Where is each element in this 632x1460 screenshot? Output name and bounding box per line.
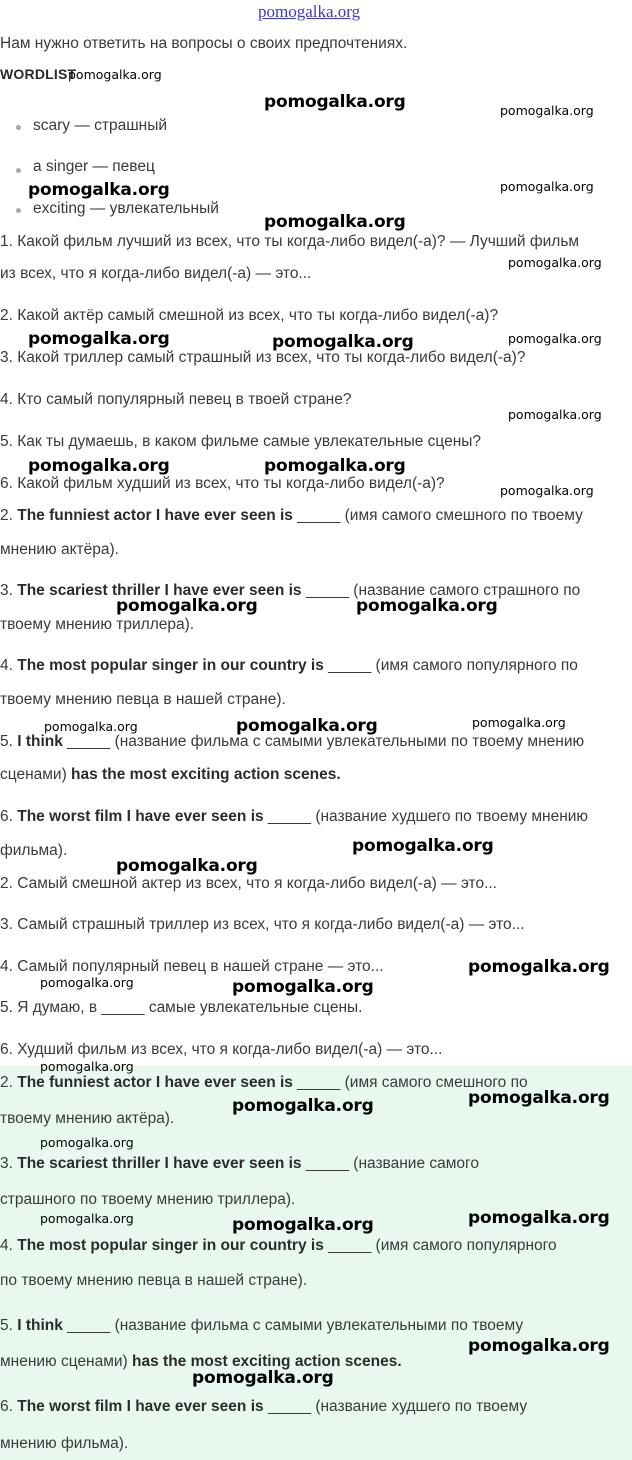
watermark: pomogalka.org	[232, 1215, 374, 1235]
translation-3: 3. Самый страшный триллер из всех, что я когда-либо видел(-а) — это...	[0, 916, 525, 933]
watermark: pomogalka.org	[232, 977, 374, 997]
watermark: pomogalka.org	[500, 483, 594, 498]
watermark: pomogalka.org	[472, 715, 566, 730]
answer-5-line-2: мнению сценами) has the most exciting action scenes.	[0, 1353, 402, 1370]
translation-5: 5. Я думаю, в _____ самые увлекательные сцены.	[0, 999, 363, 1016]
bullet-icon	[16, 125, 21, 130]
wordlist-item: exciting — увлекательный	[33, 200, 219, 217]
watermark: pomogalka.org	[508, 255, 602, 270]
watermark: pomogalka.org	[468, 1208, 610, 1228]
translation-4: 4. Самый популярный певец в нашей стране — это...	[0, 958, 384, 975]
watermark: pomogalka.org	[116, 596, 258, 616]
wordlist-heading: WORDLIST	[0, 66, 77, 82]
answer-3-line-2: твоему мнению триллера).	[0, 616, 195, 633]
watermark: pomogalka.org	[28, 456, 170, 476]
bullet-icon	[16, 208, 21, 213]
question-3: 3. Какой триллер самый страшный из всех, что ты когда-либо видел(-а)?	[0, 349, 526, 366]
watermark: pomogalka.org	[68, 67, 162, 82]
site-link[interactable]: pomogalka.org	[258, 2, 361, 21]
watermark: pomogalka.org	[40, 1059, 134, 1074]
watermark: pomogalka.org	[40, 1211, 134, 1226]
answer-6-line-2: мнению фильма).	[0, 1435, 129, 1452]
watermark: pomogalka.org	[272, 332, 414, 352]
answer-5-line-2: сценами) has the most exciting action scenes.	[0, 766, 341, 783]
answer-2-line-1: 2. The funniest actor I have ever seen is _____ (имя самого смешного по твоему	[0, 507, 583, 524]
answer-5-line-1: 5. I think _____ (название фильма с самыми увлекательными по твоему мнению	[0, 733, 585, 750]
watermark: pomogalka.org	[28, 180, 170, 200]
answer-6-line-2: фильма).	[0, 842, 68, 859]
watermark: pomogalka.org	[508, 331, 602, 346]
bullet-icon	[16, 168, 21, 173]
answer-4-line-1: 4. The most popular singer in our country is _____ (имя самого популярного по	[0, 657, 578, 674]
question-4: 4. Кто самый популярный певец в твоей стране?	[0, 391, 352, 408]
watermark: pomogalka.org	[232, 1096, 374, 1116]
answer-6-line-1: 6. The worst film I have ever seen is _____ (название худшего по твоему	[0, 1398, 528, 1415]
question-1-line-1: 1. Какой фильм лучший из всех, что ты когда-либо видел(-а)? — Лучший фильм	[0, 233, 580, 250]
translation-2: 2. Самый смешной актер из всех, что я когда-либо видел(-а) — это...	[0, 875, 497, 892]
question-1-line-2: из всех, что я когда-либо видел(-а) — это...	[0, 265, 312, 282]
answer-3-line-1: 3. The scariest thriller I have ever seen is _____ (название самого страшного по	[0, 582, 581, 599]
watermark: pomogalka.org	[500, 179, 594, 194]
watermark: pomogalka.org	[28, 329, 170, 349]
answer-3-line-1: 3. The scariest thriller I have ever seen is _____ (название самого	[0, 1155, 479, 1172]
intro-text: Нам нужно ответить на вопросы о своих предпочтениях.	[0, 35, 408, 52]
watermark: pomogalka.org	[508, 407, 602, 422]
wordlist-item: scary — страшный	[33, 117, 168, 134]
translation-6: 6. Худший фильм из всех, что я когда-либо видел(-а) — это...	[0, 1041, 443, 1058]
watermark: pomogalka.org	[40, 1135, 134, 1150]
question-5: 5. Как ты думаешь, в каком фильме самые увлекательные сцены?	[0, 433, 482, 450]
answer-3-line-2: страшного по твоему мнению триллера).	[0, 1191, 296, 1208]
answer-4-line-2: по твоему мнению певца в нашей стране).	[0, 1272, 308, 1289]
answer-2-line-2: мнению актёра).	[0, 541, 119, 558]
answer-5-line-1: 5. I think _____ (название фильма с самыми увлекательными по твоему	[0, 1317, 524, 1334]
watermark: pomogalka.org	[264, 92, 406, 112]
watermark: pomogalka.org	[356, 596, 498, 616]
answer-2-line-1: 2. The funniest actor I have ever seen is _____ (имя самого смешного по	[0, 1074, 528, 1091]
watermark: pomogalka.org	[468, 1088, 610, 1108]
wordlist-item: a singer — певец	[33, 158, 155, 175]
watermark: pomogalka.org	[468, 957, 610, 977]
answer-4-line-2: твоему мнению певца в нашей стране).	[0, 691, 286, 708]
answer-6-line-1: 6. The worst film I have ever seen is _____ (название худшего по твоему мнению	[0, 808, 589, 825]
question-6: 6. Какой фильм худший из всех, что ты когда-либо видел(-а)?	[0, 475, 445, 492]
watermark: pomogalka.org	[352, 836, 494, 856]
watermark: pomogalka.org	[500, 103, 594, 118]
watermark: pomogalka.org	[192, 1368, 334, 1388]
watermark: pomogalka.org	[40, 975, 134, 990]
watermark: pomogalka.org	[468, 1336, 610, 1356]
answer-2-line-2: твоему мнению актёра).	[0, 1110, 175, 1127]
answer-4-line-1: 4. The most popular singer in our country is _____ (имя самого популярного	[0, 1237, 557, 1254]
watermark: pomogalka.org	[44, 719, 138, 734]
watermark: pomogalka.org	[264, 212, 406, 232]
watermark: pomogalka.org	[116, 856, 258, 876]
watermark: pomogalka.org	[264, 456, 406, 476]
watermark: pomogalka.org	[236, 716, 378, 736]
question-2: 2. Какой актёр самый смешной из всех, что ты когда-либо видел(-а)?	[0, 307, 499, 324]
